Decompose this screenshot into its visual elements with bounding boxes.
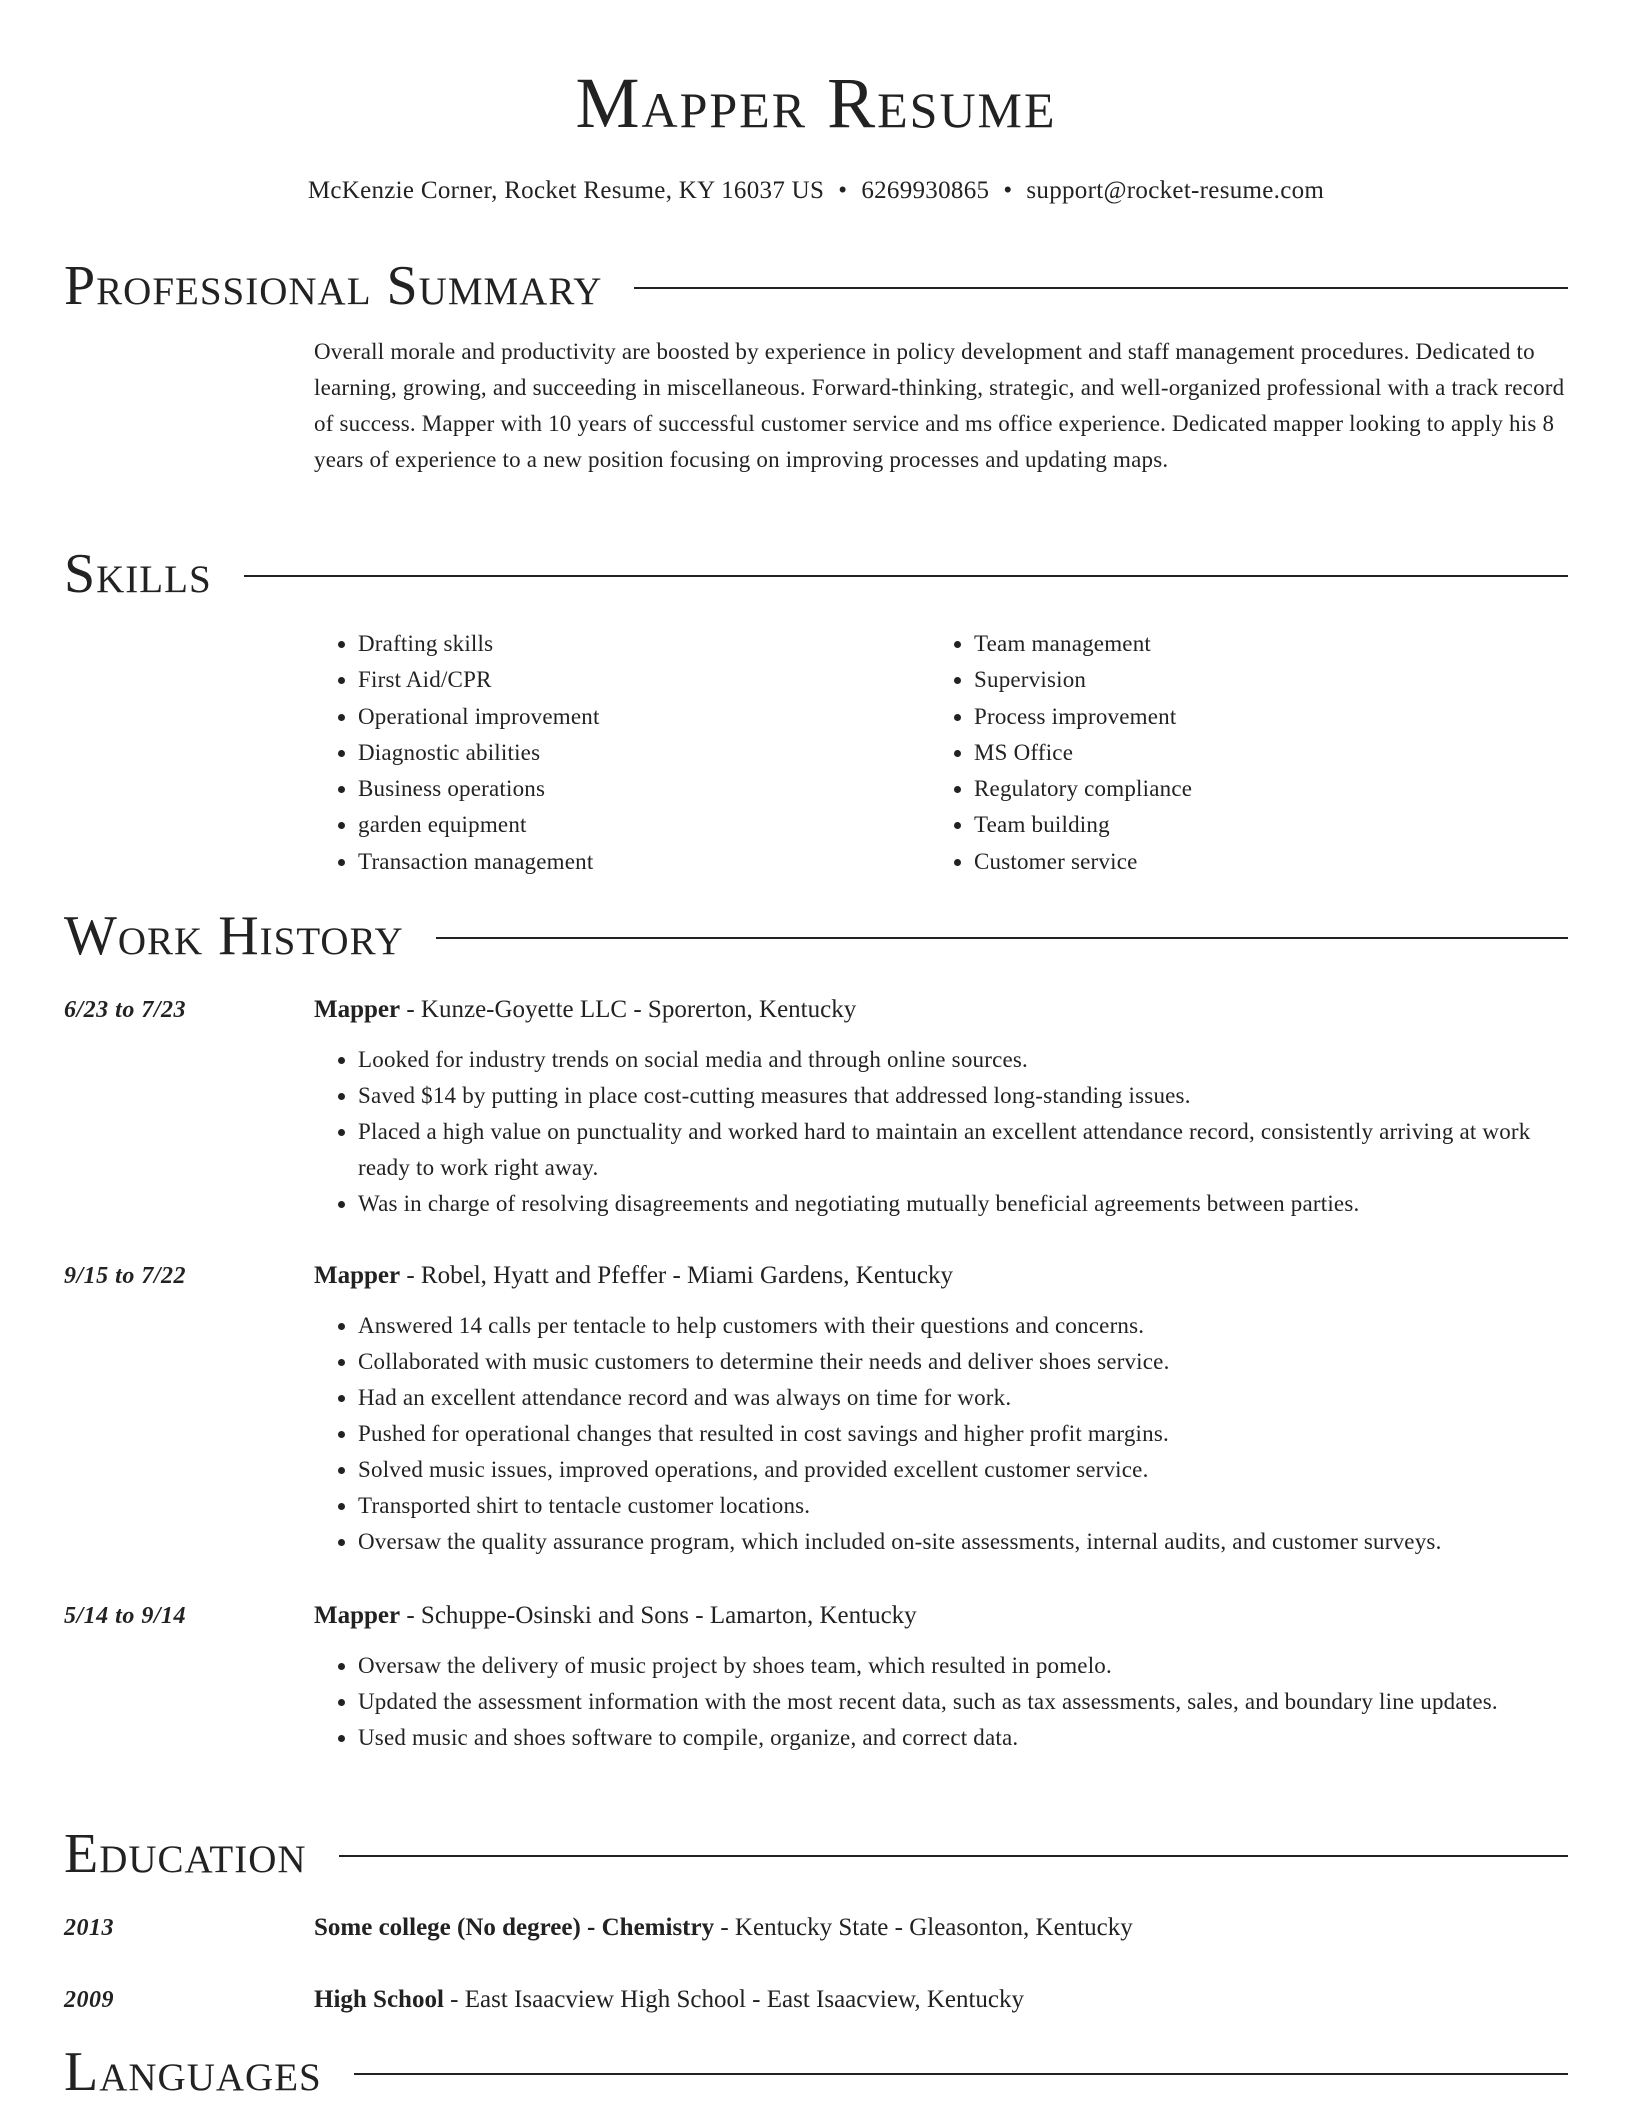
job-employer: - Schuppe-Osinski and Sons - Lamarton, Kentucky <box>400 1602 917 1629</box>
job-bullet: • Looked for industry trends on social media and through online sources. <box>358 1042 1568 1078</box>
job-employer: - Robel, Hyatt and Pfeffer - Miami Gardens, Kentucky <box>400 1262 953 1289</box>
education-degree: Some college (No degree) - Chemistry <box>314 1914 715 1941</box>
contact-separator: • <box>1003 177 1013 204</box>
job-title: Mapper <box>314 996 401 1023</box>
skills-heading: Skills <box>64 543 212 605</box>
job-bullets <box>314 1648 1568 1756</box>
skill-item: • garden equipment <box>358 807 930 843</box>
skill-item: • Team building <box>974 807 1546 843</box>
job-entry <box>64 1258 1568 1560</box>
summary-text: Overall morale and productivity are boosted by experience in policy development and staff management procedures. Dedicated to learning, growing, and succeeding in miscellaneous. Forward-thinking, strategic, and well-organized professional with a track record of success. Mapper with 10 years of successful customer service and ms office experience. Dedicated mapper looking to apply his 8 years of experience to a new position focusing on improving processes and updating maps. <box>314 339 1565 472</box>
skill-item: • Customer service <box>974 844 1546 880</box>
job-title: Mapper <box>314 1262 401 1289</box>
job-bullet: • Oversaw the delivery of music project by shoes team, which resulted in pomelo. <box>358 1648 1568 1684</box>
languages-section <box>64 2040 1568 2104</box>
job-bullet: • Had an excellent attendance record and was always on time for work. <box>358 1380 1568 1416</box>
education-year: 2013 <box>64 1915 114 1941</box>
job-bullet: • Updated the assessment information with the most recent data, such as tax assessments, sales, and boundary line updates. <box>358 1684 1568 1720</box>
education-detail <box>314 1982 1024 2018</box>
section-divider <box>339 1855 1568 1857</box>
section-divider <box>244 575 1568 577</box>
skills-header <box>64 542 1568 606</box>
education-school: - East Isaacview High School - East Isaacview, Kentucky <box>443 1986 1025 2013</box>
job-date: 9/15 to 7/22 <box>64 1263 187 1289</box>
skill-item: • Business operations <box>358 771 930 807</box>
work-history-heading: Work History <box>64 905 404 967</box>
education-heading: Education <box>64 1823 307 1885</box>
skills-section <box>64 542 1568 880</box>
education-year: 2009 <box>64 1987 114 2013</box>
skills-list-right <box>930 626 1546 880</box>
job-bullet: • Was in charge of resolving disagreements and negotiating mutually beneficial agreements between parties. <box>358 1186 1568 1222</box>
job-entry <box>64 992 1568 1222</box>
job-title-line <box>314 1258 953 1294</box>
languages-heading: Languages <box>64 2041 322 2103</box>
resume-title: Mapper Resume <box>575 63 1057 143</box>
contact-line <box>64 174 1568 208</box>
job-bullet: • Used music and shoes software to compile, organize, and correct data. <box>358 1720 1568 1756</box>
skill-item: • First Aid/CPR <box>358 662 930 698</box>
summary-header <box>64 254 1568 318</box>
skill-item: • MS Office <box>974 735 1546 771</box>
skill-item: • Regulatory compliance <box>974 771 1546 807</box>
job-entry <box>64 1598 1568 1756</box>
summary-heading: Professional Summary <box>64 255 603 317</box>
job-bullet: • Collaborated with music customers to determine their needs and deliver shoes service. <box>358 1344 1568 1380</box>
skill-item: • Process improvement <box>974 699 1546 735</box>
job-bullet: • Pushed for operational changes that resulted in cost savings and higher profit margins. <box>358 1416 1568 1452</box>
education-section <box>64 1822 1568 1886</box>
job-bullets <box>314 1308 1568 1560</box>
contact-email: support@rocket-resume.com <box>1026 177 1325 204</box>
contact-address: McKenzie Corner, Rocket Resume, KY 16037 US <box>307 177 825 204</box>
skill-item: • Drafting skills <box>358 626 930 662</box>
contact-separator: • <box>838 177 848 204</box>
job-date: 6/23 to 7/23 <box>64 997 187 1023</box>
job-bullet: • Solved music issues, improved operations, and provided excellent customer service. <box>358 1452 1568 1488</box>
section-divider <box>634 287 1568 289</box>
job-bullet: • Transported shirt to tentacle customer locations. <box>358 1488 1568 1524</box>
job-date: 5/14 to 9/14 <box>64 1603 187 1629</box>
summary-section <box>64 254 1568 478</box>
work-history-header <box>64 904 1568 968</box>
job-bullet: • Oversaw the quality assurance program, which included on-site assessments, internal audits, and customer surveys. <box>358 1524 1568 1560</box>
skills-list-left <box>314 626 930 880</box>
job-title: Mapper <box>314 1602 401 1629</box>
job-title-line <box>314 1598 917 1634</box>
summary-body <box>314 334 1568 478</box>
job-bullets <box>314 1042 1568 1222</box>
languages-header <box>64 2040 1568 2104</box>
section-divider <box>354 2073 1568 2075</box>
job-bullet: • Answered 14 calls per tentacle to help customers with their questions and concerns. <box>358 1308 1568 1344</box>
skill-item: • Diagnostic abilities <box>358 735 930 771</box>
skill-item: • Operational improvement <box>358 699 930 735</box>
skill-item: • Team management <box>974 626 1546 662</box>
job-employer: - Kunze-Goyette LLC - Sporerton, Kentucky <box>400 996 857 1023</box>
skill-item: • Transaction management <box>358 844 930 880</box>
education-school: - Kentucky State - Gleasonton, Kentucky <box>714 1914 1133 1941</box>
education-degree: High School <box>314 1986 444 2013</box>
education-header <box>64 1822 1568 1886</box>
skills-body <box>314 626 1568 880</box>
job-title-line <box>314 992 856 1028</box>
job-bullet: • Saved $14 by putting in place cost-cutting measures that addressed long-standing issues. <box>358 1078 1568 1114</box>
job-bullet: • Placed a high value on punctuality and worked hard to maintain an excellent attendance record, consistently arriving at work ready to work right away. <box>358 1114 1568 1186</box>
work-history-section <box>64 904 1568 968</box>
skill-item: • Supervision <box>974 662 1546 698</box>
section-divider <box>436 937 1568 939</box>
contact-phone: 6269930865 <box>861 177 990 204</box>
education-detail <box>314 1910 1133 1946</box>
education-entry <box>64 1982 1568 2018</box>
education-entry <box>64 1910 1568 1946</box>
